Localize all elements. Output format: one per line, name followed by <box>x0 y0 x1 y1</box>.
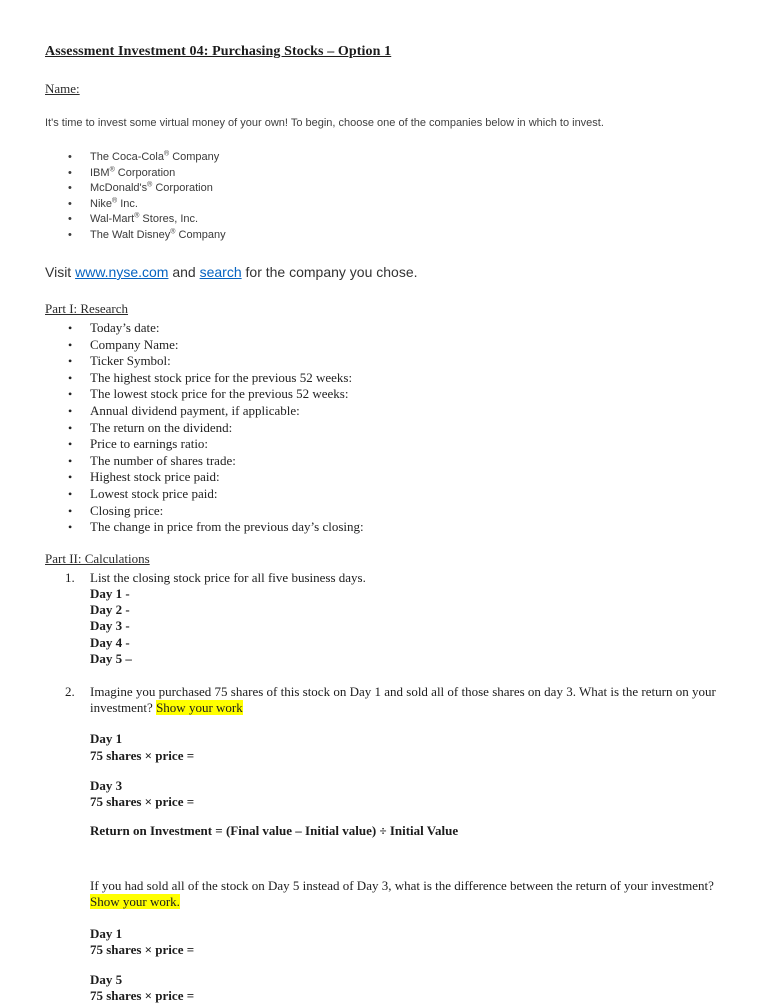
work1-day1-formula: 75 shares × price = <box>90 747 195 763</box>
work2-day1-formula: 75 shares × price = <box>90 941 195 957</box>
research-item: • The highest stock price for the previous 52 weeks: <box>90 370 723 387</box>
page-title: Assessment Investment 04: Purchasing Stocks – Option 1 <box>45 44 392 59</box>
day-item: Day 1 - <box>90 585 130 601</box>
calc-item-2-number: 2. <box>65 683 75 699</box>
search-link[interactable]: search <box>199 264 242 280</box>
research-item: • The number of shares trade: <box>90 453 723 470</box>
research-item: • Lowest stock price paid: <box>90 486 723 503</box>
roi-formula: Return on Investment = (Final value – Initial value) ÷ Initial Value <box>90 823 459 839</box>
registered-trademark-symbol: ® <box>147 181 153 189</box>
registered-trademark-symbol: ® <box>109 165 115 173</box>
research-item: • Annual dividend payment, if applicable: <box>90 403 723 420</box>
spacer <box>90 764 723 778</box>
text-segment: Visit <box>45 264 76 280</box>
research-item: • Ticker Symbol: <box>90 353 723 370</box>
work1-day3-formula: 75 shares × price = <box>90 793 195 809</box>
highlighted-text: Show your work <box>156 700 243 716</box>
research-item: • Highest stock price paid: <box>90 469 723 486</box>
companies-list <box>45 150 723 243</box>
days-list <box>90 586 723 667</box>
calc-item-1-number: 1. <box>65 569 75 585</box>
registered-trademark-symbol: ® <box>163 150 170 158</box>
text-segment: Imagine you purchased 75 shares of this stock on Day 1 and sold all of those shares on day 3. What is the return on your investment? <box>90 683 716 716</box>
work-block-1 <box>90 731 723 810</box>
registered-trademark-symbol: ® <box>112 196 118 204</box>
research-item: • The return on the dividend: <box>90 420 723 437</box>
spacer <box>45 667 723 682</box>
calc-item-1 <box>45 570 723 667</box>
research-item: • Today’s date: <box>90 320 723 337</box>
day-item: Day 4 - <box>90 634 130 650</box>
company-item: • McDonald's® Corporation <box>90 181 723 197</box>
calc-item-1-text: List the closing stock price for all five business days. <box>90 569 366 585</box>
work1-day3-label: Day 3 <box>90 777 123 793</box>
day-item: Day 5 – <box>90 650 132 666</box>
visit-line <box>45 264 723 280</box>
part1-heading: Part I: Research <box>45 301 129 316</box>
calc-item-2-text <box>90 684 723 716</box>
spacer <box>90 958 723 972</box>
work2-day5-formula: 75 shares × price = <box>90 988 195 1004</box>
highlighted-text: Show your work. <box>90 894 180 910</box>
day-item: Day 3 - <box>90 618 130 634</box>
research-item: • Price to earnings ratio: <box>90 436 723 453</box>
text-segment: If you had sold all of the stock on Day 5 instead of Day 3, what is the difference between the return of your investment? <box>90 878 714 894</box>
text-segment: and <box>168 264 200 280</box>
research-item: • The lowest stock price for the previous 52 weeks: <box>90 386 723 403</box>
company-item: • Nike® Inc. <box>90 197 723 213</box>
registered-trademark-symbol: ® <box>170 227 176 235</box>
company-item: • The Coca-Cola® Company <box>90 150 723 166</box>
part2-heading: Part II: Calculations <box>45 550 150 566</box>
intro-paragraph: It's time to invest some virtual money of your own! To begin, choose one of the companies below in which to invest. <box>45 117 604 129</box>
work-block-2 <box>90 926 723 1004</box>
registered-trademark-symbol: ® <box>134 212 140 220</box>
spacer <box>45 716 723 731</box>
spacer <box>45 911 723 926</box>
work1-day1-label: Day 1 <box>90 731 123 747</box>
work2-day1-label: Day 1 <box>90 925 123 941</box>
company-item: • The Walt Disney® Company <box>90 228 723 244</box>
company-item: • Wal-Mart® Stores, Inc. <box>90 212 723 228</box>
research-list <box>45 320 723 536</box>
day-item: Day 2 - <box>90 602 130 618</box>
research-item: • Closing price: <box>90 503 723 520</box>
work2-day5-label: Day 5 <box>90 971 123 987</box>
company-item: • IBM® Corporation <box>90 166 723 182</box>
followup-question <box>90 878 723 910</box>
name-label: Name: <box>45 81 80 96</box>
calc-item-2 <box>45 684 723 716</box>
research-item: • Company Name: <box>90 337 723 354</box>
research-item: • The change in price from the previous day’s closing: <box>90 519 723 536</box>
nyse-link[interactable]: www.nyse.com <box>75 264 169 280</box>
text-segment: for the company you chose. <box>241 264 418 280</box>
